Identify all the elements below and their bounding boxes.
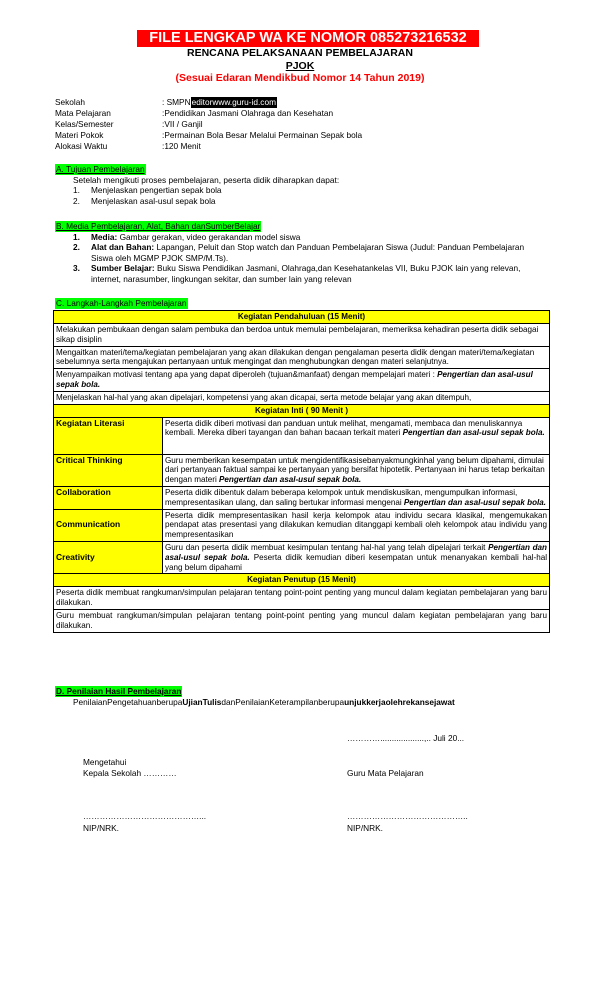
table-row [54, 369, 550, 392]
table-row [54, 509, 550, 541]
table-row [54, 324, 550, 347]
promo-banner: FILE LENGKAP WA KE NOMOR 085273216532 [137, 30, 479, 47]
assessment-emphasis: unjukkerjaolehrekansejawat [344, 696, 455, 707]
table-cell [163, 486, 550, 509]
table-row [54, 587, 550, 610]
info-label: Alokasi Waktu [55, 141, 108, 151]
nip-left: NIP/NRK. [83, 823, 119, 833]
list-label: Sumber Belajar: [91, 263, 155, 273]
list-text: Buku Siswa Pendidikan Jasmani, Olahraga,dan Kesehatankelas VII, Buku PJOK lain yang relevan, internet, narasumber, lingkungan sekitar, dan sumber lain yang relevan [91, 263, 521, 284]
cell-text: Guru memberikan kesempatan untuk mengidentifikasisebanyakmungkinhal yang belum dipahami, dimulai dari pertanyaan faktual sampai ke pertanyaan yang bersifat hipotetik. Pertanyaan ini harus tetap berkaitan dengan materi [165, 455, 545, 485]
list-text: Gambar gerakan, video gerakandan model siswa [117, 231, 301, 242]
table-cell: Peserta didik membuat rangkuman/simpulan pelajaran tentang point-point penting yang muncul dalam kegiatan pembelajaran yang baru dilakukan. [54, 587, 550, 610]
info-row-class [55, 119, 362, 130]
cell-text: Menyampaikan motivasi tentang apa yang dapat diperoleh (tujuan&manfaat) dengan mempelajari materi : [56, 370, 438, 380]
cell-text: Peserta didik dibentuk dalam beberapa kelompok untuk mendiskusikan, mengumpulkan informasi, mempresentasikan ulang, dan saling bertukar informasi mengenai [165, 487, 518, 507]
table-row [54, 486, 550, 509]
cell-emphasis: Pengertian dan asal-usul sepak bola. [402, 428, 545, 438]
pendahuluan-title: Kegiatan Pendahuluan (15 Menit) [54, 311, 550, 324]
assessment-part: PenilaianPengetahuanberupa [73, 696, 183, 707]
table-cell: Menjelaskan hal-hal yang akan dipelajari, kompetensi yang akan dicapai, serta metode belajar yang akan ditempuh, [54, 391, 550, 404]
section-b-heading: B. Media Pembelajaran, Alat, Bahan danSumberBelajar [56, 221, 261, 231]
assessment-emphasis: UjianTulis [182, 696, 222, 707]
nip-right: NIP/NRK. [347, 823, 383, 833]
signature-line-left: ……………………………………... [83, 811, 207, 821]
list-item [55, 263, 547, 284]
list-item [55, 185, 545, 196]
table-cell [54, 369, 550, 392]
info-prefix: : [162, 119, 165, 129]
cell-emphasis: Pengertian dan asal-usul sepak bola. [219, 475, 362, 485]
table-cell: Melakukan pembukaan dengan salam pembuka dan berdoa untuk memulai pembelajaran, memeriksa kehadiran peserta didik sebagai sikap disiplin [54, 324, 550, 347]
table-row [54, 454, 550, 486]
cell-text: Guru dan peserta didik membuat kesimpulan tentang hal-hal yang telah dipelajari terkait [165, 542, 489, 552]
activity-label: Critical Thinking [54, 454, 163, 486]
table-cell: Mengaitkan materi/tema/kegiatan pembelajaran yang akan dilakukan dengan pengalaman peserta didik dengan materi/tema/kegiatan sebelumnya serta mengajukan pertanyaan untuk mengingat dan menghubungkan dengan materi selanjutnya. [54, 346, 550, 369]
table-row-header [54, 574, 550, 587]
info-value: Permainan Bola Besar Melalui Permainan Sepak bola [164, 130, 363, 140]
info-prefix: : SMPN [162, 97, 191, 107]
info-prefix: : [162, 108, 165, 118]
info-value: VII / Ganjil [164, 119, 203, 129]
table-cell: Guru membuat rangkuman/simpulan pelajaran tentang point-point penting yang muncul dalam kegiatan pembelajaran yang baru dilakukan. [54, 609, 550, 632]
document-subtitle: (Sesuai Edaran Mendikbud Nomor 14 Tahun 2019) [175, 72, 425, 84]
principal-label: Kepala Sekolah ………… [83, 768, 177, 778]
list-number: 2. [73, 242, 80, 252]
section-media [55, 221, 547, 284]
cell-text: Peserta didik kemudian diberi kesempatan untuk menanyakan kembali hal-hal yang belum dipahami [165, 552, 547, 572]
activity-label: Collaboration [54, 486, 163, 509]
signature-line-right: …………………………………….. [347, 811, 468, 821]
table-row [54, 609, 550, 632]
section-steps [55, 298, 188, 309]
document-title: RENCANA PELAKSANAAN PEMBELAJARAN [187, 47, 413, 59]
list-number: 1. [73, 231, 80, 242]
info-value: 120 Menit [164, 141, 201, 151]
subject-title: PJOK [285, 60, 315, 72]
table-row [54, 391, 550, 404]
info-label: Sekolah [55, 97, 85, 107]
table-cell [163, 541, 550, 573]
list-number: 3. [73, 263, 80, 273]
table-row [54, 417, 550, 454]
teacher-label: Guru Mata Pelajaran [347, 768, 424, 778]
table-cell: Peserta didik mempresentasikan hasil kerja kelompok atau individu secara klasikal, mengemukakan pendapat atas presentasi yang dilakukan kemudian ditanggapi kembali oleh kelompok atau individu yang mempresentasikan [163, 509, 550, 541]
steps-table [53, 310, 550, 633]
list-number: 2. [73, 195, 80, 206]
info-prefix: : [162, 141, 165, 151]
list-text: Lapangan, Peluit dan Stop watch dan Panduan Pembelajaran Siswa (Judul: Panduan Pembelajaran Siswa oleh MGMP PJOK SMP/M.Ts). [91, 242, 525, 263]
table-row-header [54, 404, 550, 417]
penutup-title: Kegiatan Penutup (15 Menit) [54, 574, 550, 587]
table-row-header [54, 311, 550, 324]
table-cell [163, 454, 550, 486]
cell-emphasis: Pengertian dan asal-usul sepak bola. [165, 542, 547, 562]
inti-title: Kegiatan Inti ( 90 Menit ) [54, 404, 550, 417]
info-prefix: : [162, 130, 165, 140]
identity-block [55, 97, 362, 152]
list-text: Menjelaskan pengertian sepak bola [91, 185, 222, 195]
info-row-topic [55, 130, 362, 141]
info-label: Kelas/Semester [55, 119, 114, 129]
table-row [54, 541, 550, 573]
list-item [55, 232, 547, 243]
cell-emphasis: Pengertian dan asal-usul sepak bola. [56, 370, 533, 389]
acknowledged-label: Mengetahui [83, 757, 127, 767]
list-item [55, 196, 545, 207]
assessment-text [55, 697, 547, 708]
section-c-heading: C. Langkah-Langkah Pembelajaran [56, 298, 187, 308]
section-d-heading: D. Penilaian Hasil Pembelajaran [56, 686, 182, 696]
table-row [54, 346, 550, 369]
list-label: Media: [91, 231, 118, 242]
cell-emphasis: Pengertian dan asal-usul sepak bola. [403, 497, 547, 507]
section-objectives [55, 164, 545, 206]
table-cell [163, 417, 550, 454]
assessment-part: danPenilaianKeterampilanberupa [221, 696, 345, 707]
section-assessment [55, 686, 547, 707]
section-a-heading: A. Tujuan Pembelajaran [56, 164, 145, 174]
list-label: Alat dan Bahan: [91, 242, 155, 252]
activity-label: Kegiatan Literasi [54, 417, 163, 454]
info-value: Pendidikan Jasmani Olahraga dan Kesehatan [164, 108, 334, 118]
signature-date: …………...................,.. Juli 20... [347, 733, 465, 743]
cell-text: Peserta didik diberi motivasi dan panduan untuk melihat, mengamati, membaca dan menuliskannya kembali. Mereka diberi tayangan dan bahan bacaan terkait materi [165, 418, 523, 438]
info-row-time [55, 141, 362, 152]
activity-label: Creativity [54, 541, 163, 573]
list-number: 1. [73, 185, 80, 195]
info-row-school [55, 97, 362, 108]
info-label: Mata Pelajaran [55, 108, 111, 118]
list-item [55, 242, 547, 263]
info-row-subject [55, 108, 362, 119]
info-label: Materi Pokok [55, 130, 104, 140]
info-value-school: editorwww.guru-id.com [191, 97, 276, 107]
list-text: Menjelaskan asal-usul sepak bola [91, 195, 216, 206]
section-a-intro: Setelah mengikuti proses pembelajaran, peserta didik diharapkan dapat: [73, 174, 340, 185]
activity-label: Communication [54, 509, 163, 541]
